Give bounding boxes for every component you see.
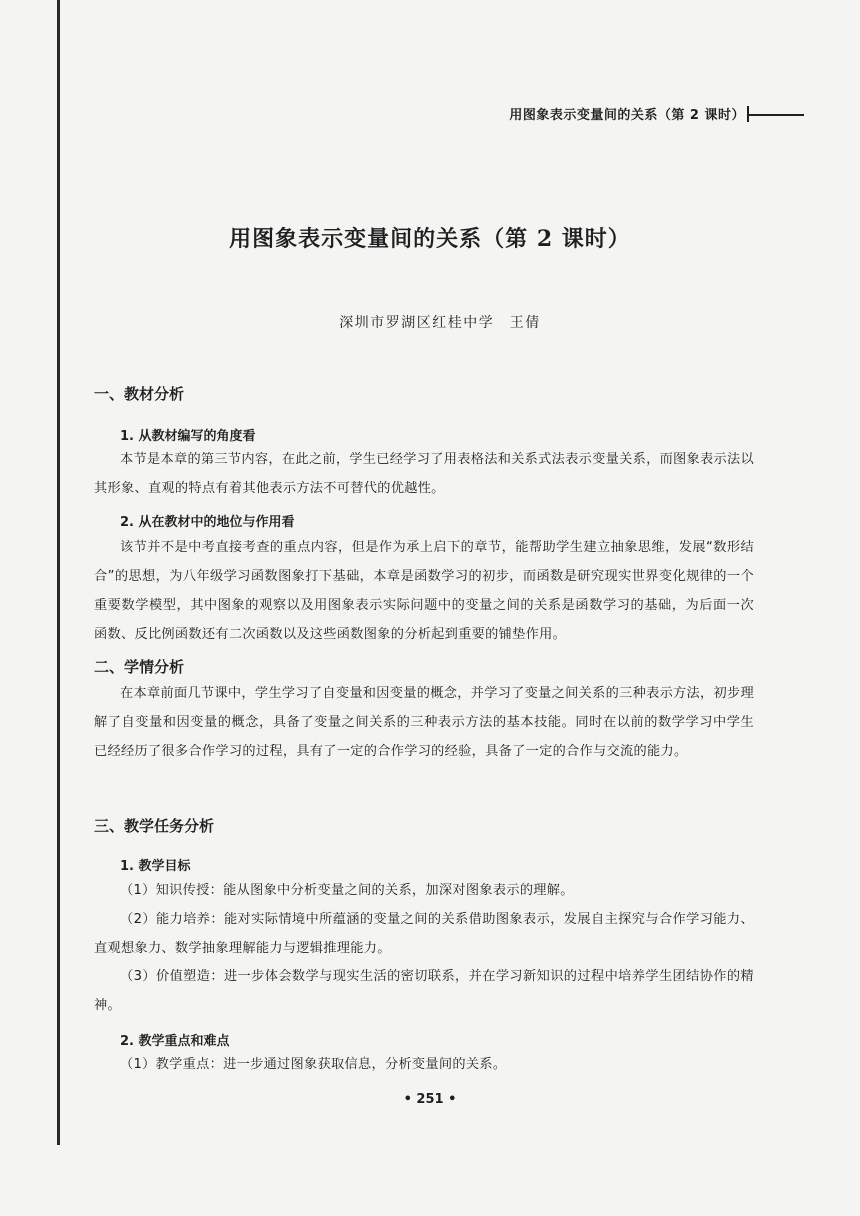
subheading-teaching-goals: 1. 教学目标 [120, 859, 191, 874]
goal-item-value: （3）价值塑造：进一步体会数学与现实生活的密切联系，并在学习新知识的过程中培养学生团结协作的精神。 [94, 969, 754, 1013]
subheading-key-difficult-points: 2. 教学重点和难点 [120, 1034, 230, 1049]
binding-edge [57, 0, 60, 1145]
section-heading-task-analysis: 三、教学任务分析 [94, 817, 215, 835]
running-header: 用图象表示变量间的关系（第 2 课时） [509, 108, 745, 123]
header-rule [748, 114, 804, 116]
goal-item-knowledge: （1）知识传授：能从图象中分析变量之间的关系，加深对图象表示的理解。 [120, 883, 574, 898]
author-line: 深圳市罗湖区红桂中学 王倩 [339, 315, 541, 331]
paragraph-compilation-angle: 本节是本章的第三节内容，在此之前，学生已经学习了用表格法和关系式法表示变量关系，而图象表示法以其形象、直观的特点有着其他表示方法不可替代的优越性。 [94, 452, 754, 496]
subheading-status-role: 2. 从在教材中的地位与作用看 [120, 515, 295, 530]
page-title: 用图象表示变量间的关系（第 2 课时） [229, 226, 631, 252]
key-point-item: （1）教学重点：进一步通过图象获取信息，分析变量间的关系。 [120, 1057, 507, 1072]
subheading-compilation-angle: 1. 从教材编写的角度看 [120, 429, 256, 444]
goal-item-ability: （2）能力培养：能对实际情境中所蕴涵的变量之间的关系借助图象表示，发展自主探究与合作学习能力、直观想象力、数学抽象理解能力与逻辑推理能力。 [94, 912, 754, 956]
section-heading-textbook-analysis: 一、教材分析 [94, 385, 185, 403]
paragraph-status-role: 该节并不是中考直接考查的重点内容，但是作为承上启下的章节，能帮助学生建立抽象思维，发展“数形结合”的思想，为八年级学习函数图象打下基础，本章是函数学习的初步，而函数是研究现实世界变化规律的一个重要数学模型，其中图象的观察以及用图象表示实际问题中的变量之间的关系是函数学习的基础，为后面一次函数、反比例函数还有二次函数以及这些函数图象的分析起到重要的铺垫作用。 [94, 540, 754, 642]
page-number: • 251 • [403, 1092, 457, 1107]
paragraph-learner-analysis: 在本章前面几节课中，学生学习了自变量和因变量的概念，并学习了变量之间关系的三种表示方法，初步理解了自变量和因变量的概念，具备了变量之间关系的三种表示方法的基本技能。同时在以前的数学学习中学生已经经历了很多合作学习的过程，具有了一定的合作学习的经验，具备了一定的合作与交流的能力。 [94, 686, 754, 759]
section-heading-learner-analysis: 二、学情分析 [94, 658, 185, 676]
